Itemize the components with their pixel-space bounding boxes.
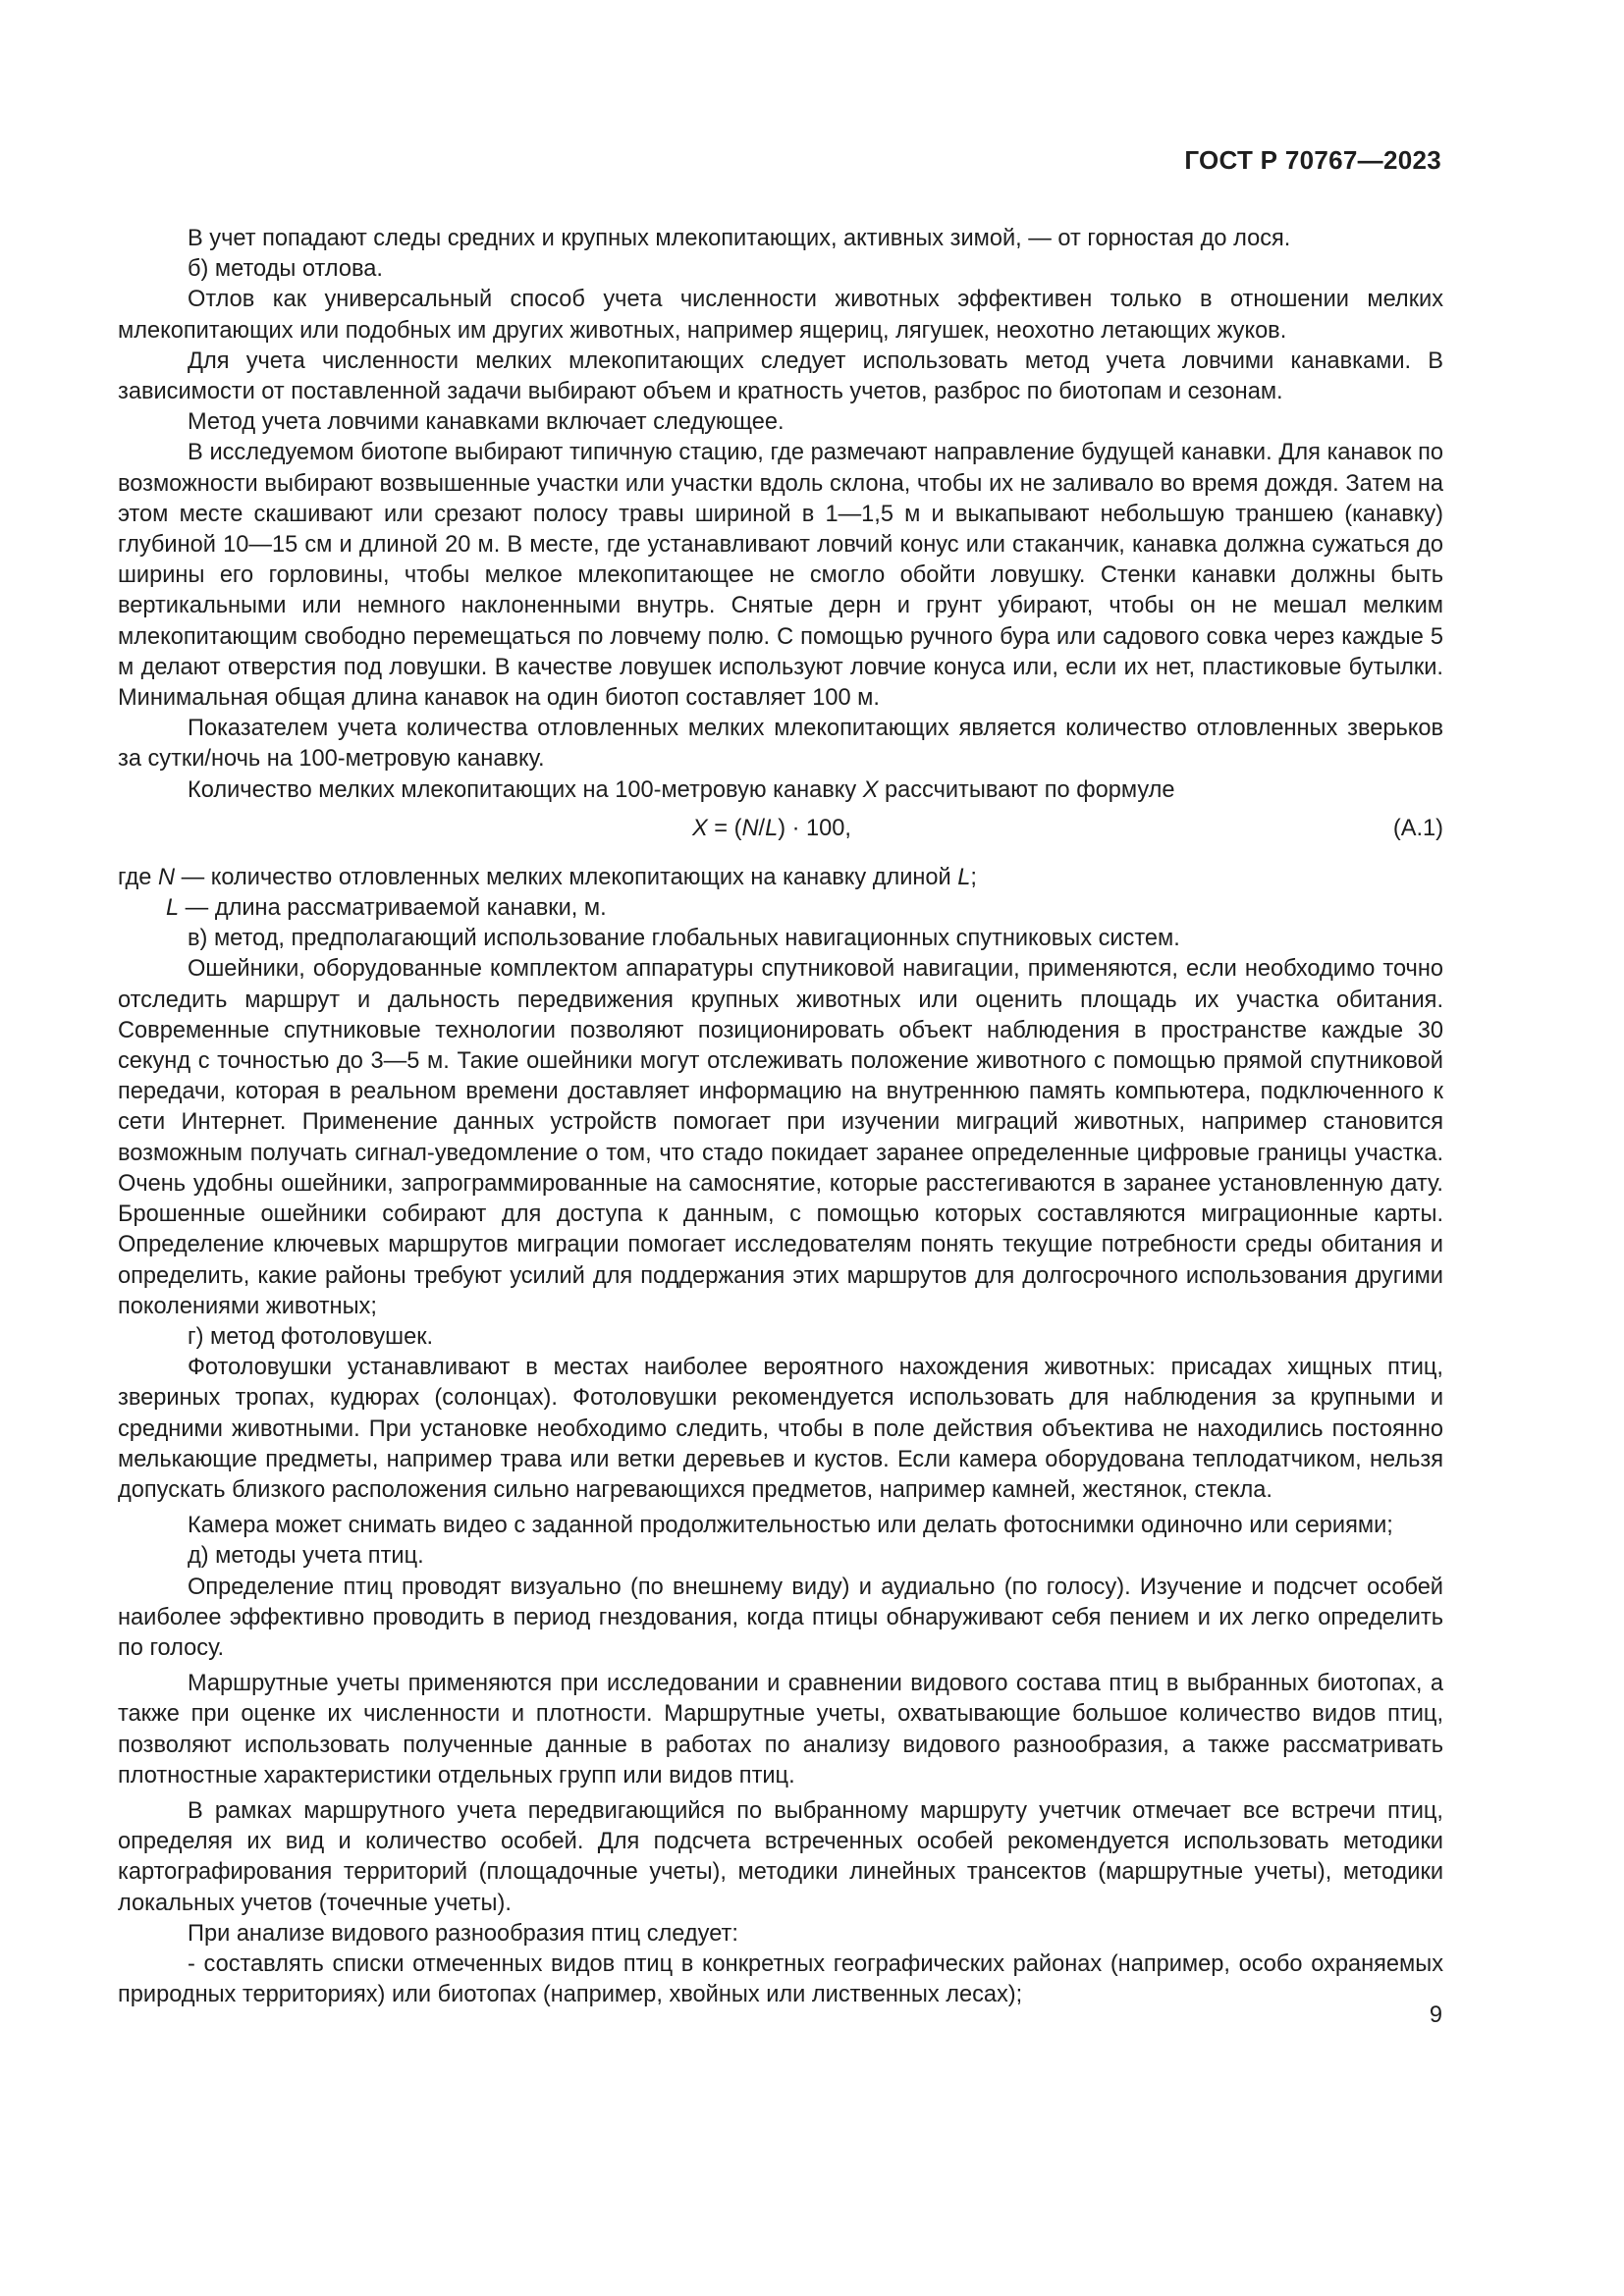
formula bbox=[118, 812, 1443, 851]
paragraph: Фотоловушки устанавливают в местах наиболее вероятного нахождения животных: присадах хищных птиц, звериных тропах, кудюрах (солонцах). Фотоловушки рекомендуется использовать для наблюдения за крупными и средними животными. При установке необходимо следить, чтобы в поле действия объектива не находились постоянно мелькающие предметы, например трава или ветки деревьев и кустов. Если камера оборудована теплодатчиком, нельзя допускать близкого расположения сильно нагревающихся предметов, например камней, жестянок, стекла. bbox=[118, 1355, 1443, 1503]
paragraph: Метод учета ловчими канавками включает следующее. bbox=[188, 409, 785, 436]
paragraph: Отлов как универсальный способ учета численности животных эффективен только в отношении мелких млекопитающих или подобных им других животных, например ящериц, лягушек, неохотно летающих жуков. bbox=[118, 287, 1443, 344]
page-number: 9 bbox=[1429, 2002, 1442, 2028]
formula-number: (А.1) bbox=[1392, 815, 1443, 841]
paragraph: В рамках маршрутного учета передвигающийся по выбранному маршруту учетчик отмечает все встречи птиц, определяя их вид и количество особей. Для подсчета встреченных особей рекомендуется использовать методики картографирования территорий (площадочные учеты), методики линейных трансектов (маршрутные учеты), методики локальных учетов (точечные учеты). bbox=[118, 1797, 1443, 1916]
formula-expression: X = (N/L) · 100, bbox=[692, 815, 851, 841]
formula-intro: Количество мелких млекопитающих на 100-метровую канавку X рассчитывают по формуле bbox=[188, 776, 1175, 803]
paragraph: Определение птиц проводят визуально (по внешнему виду) и аудиально (по голосу). Изучение и подсчет особей наиболее эффективно проводить в период гнездования, когда птицы обнаруживают себя пением и их легко определить по голосу. bbox=[118, 1574, 1443, 1661]
paragraph: д) методы учета птиц. bbox=[188, 1543, 424, 1570]
paragraph: б) методы отлова. bbox=[188, 256, 383, 283]
paragraph: Для учета численности мелких млекопитающих следует использовать метод учета ловчими канавками. В зависимости от поставленной задачи выбирают объем и кратность учетов, разброс по биотопам и сезонам. bbox=[118, 347, 1443, 405]
paragraph: Ошейники, оборудованные комплектом аппаратуры спутниковой навигации, применяются, если необходимо точно отследить маршрут и дальность передвижения крупных животных или оценить площадь их участка обитания. Современные спутниковые технологии позволяют позиционировать объект наблюдения в пространстве каждые 30 секунд с точностью до 3—5 м. Такие ошейники могут отслеживать положение животного с помощью прямой спутниковой передачи, которая в реальном времени доставляет информацию на внутреннюю память компьютера, подключенного к сети Интернет. Применение данных устройств помогает при изучении миграций животных, например становится возможным получать сигнал-уведомление о том, что стадо покидает заранее определенные цифровые границы участка. Очень удобны ошейники, запрограммированные на самоснятие, которые расстегиваются в заранее установленную дату. Брошенные ошейники собирают для доступа к данным, с помощью которых составляются миграционные карты. Определение ключевых маршрутов миграции помогает исследователям понять текущие потребности среды обитания и определить, какие районы требуют усилий для поддержания этих маршрутов для долгосрочного использования другими поколениями животных; bbox=[118, 956, 1443, 1319]
legend-row-l: L — длина рассматриваемой канавки, м. bbox=[166, 895, 607, 922]
standard-id: ГОСТ Р 70767—2023 bbox=[1184, 145, 1441, 175]
paragraph: Показателем учета количества отловленных мелких млекопитающих является количество отловленных зверьков за сутки/ночь на 100-метровую канавку. bbox=[118, 716, 1443, 773]
paragraph: Маршрутные учеты применяются при исследовании и сравнении видового состава птиц в выбранных биотопах, а также при оценке их численности и плотности. Маршрутные учеты, охватывающие большое количество видов птиц, позволяют использовать полученные данные в работах по анализу видового разнообразия, а также рассматривать плотностные характеристики отдельных групп или видов птиц. bbox=[118, 1671, 1443, 1789]
paragraph: - составлять списки отмеченных видов птиц в конкретных географических районах (например, особо охраняемых природных территориях) или биотопах (например, хвойных или лиственных лесах); bbox=[118, 1950, 1443, 2008]
paragraph: г) метод фотоловушек. bbox=[188, 1323, 434, 1350]
formula-legend bbox=[118, 863, 1443, 924]
paragraph: Камера может снимать видео с заданной продолжительностью или делать фотоснимки одиночно или сериями; bbox=[188, 1513, 1393, 1539]
legend-row-n: где N — количество отловленных мелких млекопитающих на канавку длиной L; bbox=[118, 864, 977, 890]
paragraph: в) метод, предполагающий использование глобальных навигационных спутниковых систем. bbox=[188, 926, 1180, 952]
document-body bbox=[118, 224, 1443, 2010]
paragraph: В исследуемом биотопе выбирают типичную стацию, где размечают направление будущей канавки. Для канавок по возможности выбирают возвышенные участки или участки вдоль склона, чтобы их не заливало во время дождя. Затем на этом месте скашивают или срезают полосу травы шириной в 1—1,5 м и выкапывают небольшую траншею (канавку) глубиной 10—15 см и длиной 20 м. В месте, где устанавливают ловчий конус или стаканчик, канавка должна сужаться до ширины его горловины, чтобы мелкое млекопитающее не смогло обойти ловушку. Стенки канавки должны быть вертикальными или немного наклоненными внутрь. Снятые дерн и грунт убирают, чтобы он не мешал мелким млекопитающим свободно перемещаться по ловчему полю. С помощью ручного бура или садового совка через каждые 5 м делают отверстия под ловушки. В качестве ловушек используют ловчие конуса или, если их нет, пластиковые бутылки. Минимальная общая длина канавок на один биотоп составляет 100 м. bbox=[118, 440, 1443, 712]
paragraph: В учет попадают следы средних и крупных млекопитающих, активных зимой, — от горностая до лося. bbox=[188, 226, 1291, 251]
paragraph: При анализе видового разнообразия птиц следует: bbox=[188, 1920, 738, 1947]
